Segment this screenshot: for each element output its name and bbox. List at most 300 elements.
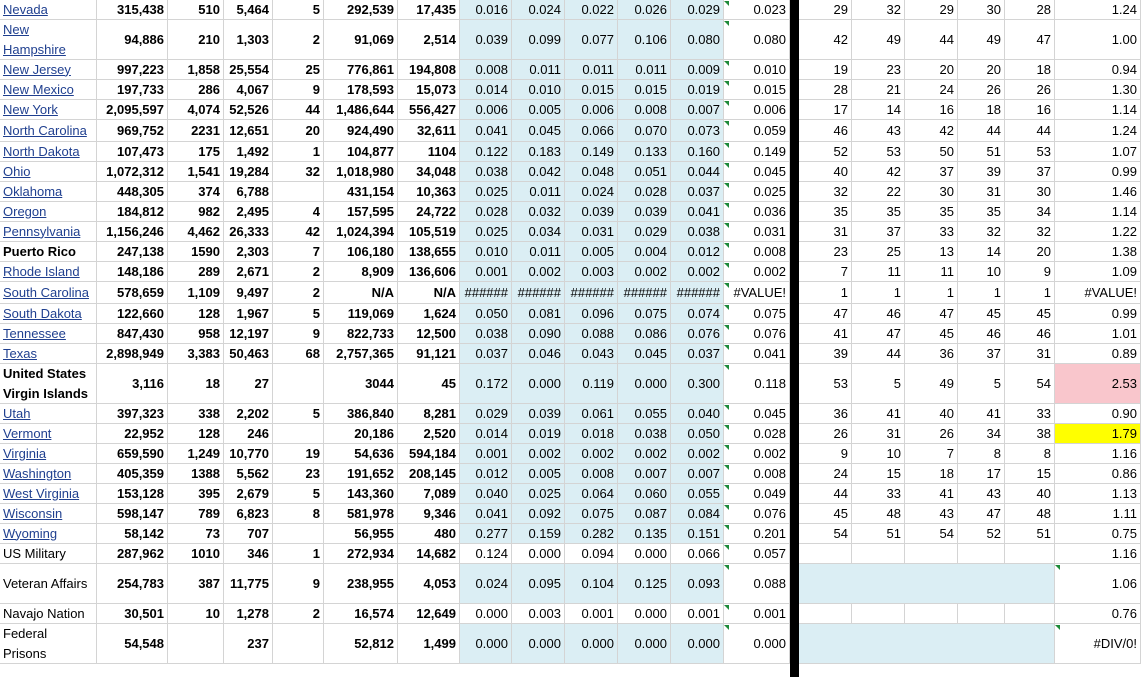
table-cell[interactable]: 29 bbox=[905, 0, 958, 19]
table-cell[interactable]: 0.008 bbox=[460, 60, 512, 79]
table-cell[interactable]: 22 bbox=[852, 182, 905, 201]
table-cell[interactable]: 431,154 bbox=[324, 182, 398, 201]
table-cell[interactable]: 10 bbox=[168, 604, 224, 623]
table-cell[interactable]: 0.003 bbox=[565, 262, 618, 281]
table-cell[interactable]: 0.036 bbox=[724, 202, 790, 221]
table-cell[interactable]: 1,278 bbox=[224, 604, 273, 623]
table-cell[interactable]: 44 bbox=[905, 20, 958, 59]
table-cell[interactable]: 23 bbox=[273, 464, 324, 483]
table-cell[interactable] bbox=[273, 524, 324, 543]
table-cell[interactable]: N/A bbox=[398, 282, 460, 303]
table-cell[interactable]: 0.282 bbox=[565, 524, 618, 543]
table-cell[interactable]: 0.151 bbox=[671, 524, 724, 543]
table-cell[interactable]: 2,898,949 bbox=[97, 344, 168, 363]
table-cell[interactable]: 1.13 bbox=[1055, 484, 1141, 503]
table-cell[interactable]: 7,089 bbox=[398, 484, 460, 503]
table-cell[interactable]: 1104 bbox=[398, 142, 460, 161]
table-cell[interactable]: 0.029 bbox=[671, 0, 724, 19]
table-cell[interactable] bbox=[273, 364, 324, 403]
table-cell[interactable]: 0.125 bbox=[618, 564, 671, 603]
table-cell[interactable]: 0.019 bbox=[512, 424, 565, 443]
table-cell[interactable]: 0.094 bbox=[565, 544, 618, 563]
table-cell[interactable]: 37 bbox=[958, 344, 1005, 363]
table-cell[interactable]: 405,359 bbox=[97, 464, 168, 483]
table-cell[interactable]: 36 bbox=[905, 344, 958, 363]
table-cell[interactable]: 18 bbox=[958, 100, 1005, 119]
table-cell[interactable]: 138,655 bbox=[398, 242, 460, 261]
table-cell[interactable]: 48 bbox=[1005, 504, 1055, 523]
table-cell[interactable]: 53 bbox=[799, 364, 852, 403]
table-cell[interactable]: 28 bbox=[799, 80, 852, 99]
table-cell[interactable]: 8,281 bbox=[398, 404, 460, 423]
table-cell[interactable]: 958 bbox=[168, 324, 224, 343]
table-cell[interactable]: 2,514 bbox=[398, 20, 460, 59]
table-cell[interactable]: 31 bbox=[852, 424, 905, 443]
table-cell[interactable]: 49 bbox=[905, 364, 958, 403]
table-cell[interactable]: 1 bbox=[273, 544, 324, 563]
table-cell[interactable]: 35 bbox=[852, 202, 905, 221]
table-cell[interactable]: 45 bbox=[905, 324, 958, 343]
table-cell[interactable]: 41 bbox=[958, 404, 1005, 423]
table-cell[interactable]: 0.076 bbox=[671, 324, 724, 343]
table-cell[interactable]: 4 bbox=[273, 202, 324, 221]
jurisdiction-link[interactable]: Rhode Island bbox=[0, 262, 97, 281]
table-cell[interactable]: 789 bbox=[168, 504, 224, 523]
table-cell[interactable]: 0.093 bbox=[671, 564, 724, 603]
table-cell[interactable]: 0.099 bbox=[512, 20, 565, 59]
table-cell[interactable]: 0.050 bbox=[671, 424, 724, 443]
table-cell[interactable]: 46 bbox=[799, 120, 852, 141]
table-cell[interactable]: 0.024 bbox=[460, 564, 512, 603]
table-cell[interactable]: 30 bbox=[905, 182, 958, 201]
table-cell[interactable]: 128 bbox=[168, 304, 224, 323]
jurisdiction-link[interactable]: Ohio bbox=[0, 162, 97, 181]
table-cell[interactable]: 94,886 bbox=[97, 20, 168, 59]
table-cell[interactable]: 27 bbox=[224, 364, 273, 403]
table-cell[interactable]: 0.086 bbox=[618, 324, 671, 343]
table-cell[interactable]: 0.034 bbox=[512, 222, 565, 241]
table-cell[interactable]: 0.000 bbox=[512, 364, 565, 403]
table-cell[interactable]: 136,606 bbox=[398, 262, 460, 281]
table-cell[interactable]: 175 bbox=[168, 142, 224, 161]
table-cell[interactable]: 0.002 bbox=[565, 444, 618, 463]
table-cell[interactable]: 56,955 bbox=[324, 524, 398, 543]
table-cell[interactable] bbox=[273, 424, 324, 443]
table-cell[interactable]: 7 bbox=[905, 444, 958, 463]
table-cell[interactable]: 1 bbox=[852, 282, 905, 303]
table-cell[interactable]: 30 bbox=[958, 0, 1005, 19]
table-cell[interactable]: 18 bbox=[905, 464, 958, 483]
table-cell[interactable]: 31 bbox=[799, 222, 852, 241]
table-cell[interactable]: 208,145 bbox=[398, 464, 460, 483]
table-cell[interactable] bbox=[852, 544, 905, 563]
table-cell[interactable]: 289 bbox=[168, 262, 224, 281]
table-cell[interactable]: 338 bbox=[168, 404, 224, 423]
table-cell[interactable]: #VALUE! bbox=[724, 282, 790, 303]
table-cell[interactable]: 1388 bbox=[168, 464, 224, 483]
table-cell[interactable]: 20 bbox=[273, 120, 324, 141]
table-cell[interactable]: 20 bbox=[1005, 242, 1055, 261]
table-cell[interactable]: 0.051 bbox=[618, 162, 671, 181]
table-cell[interactable]: 35 bbox=[905, 202, 958, 221]
table-cell[interactable]: 0.149 bbox=[565, 142, 618, 161]
table-cell[interactable]: 2,671 bbox=[224, 262, 273, 281]
jurisdiction-link[interactable]: North Dakota bbox=[0, 142, 97, 161]
table-cell[interactable]: #DIV/0! bbox=[1055, 624, 1141, 663]
table-cell[interactable]: 0.073 bbox=[671, 120, 724, 141]
table-cell[interactable]: 0.037 bbox=[671, 182, 724, 201]
table-cell[interactable]: 0.018 bbox=[565, 424, 618, 443]
table-cell[interactable]: 1,303 bbox=[224, 20, 273, 59]
table-cell[interactable]: 2,520 bbox=[398, 424, 460, 443]
table-cell[interactable]: 0.002 bbox=[512, 444, 565, 463]
table-cell[interactable]: 2,757,365 bbox=[324, 344, 398, 363]
table-cell[interactable]: 0.149 bbox=[724, 142, 790, 161]
table-cell[interactable]: 119,069 bbox=[324, 304, 398, 323]
table-cell[interactable] bbox=[958, 604, 1005, 623]
table-cell[interactable]: 0.090 bbox=[512, 324, 565, 343]
table-cell[interactable]: 10,363 bbox=[398, 182, 460, 201]
table-cell[interactable]: 1.01 bbox=[1055, 324, 1141, 343]
table-cell[interactable]: 0.012 bbox=[671, 242, 724, 261]
table-cell[interactable]: 2,679 bbox=[224, 484, 273, 503]
table-cell[interactable]: 776,861 bbox=[324, 60, 398, 79]
table-cell[interactable]: 0.000 bbox=[512, 544, 565, 563]
table-cell[interactable]: 0.064 bbox=[565, 484, 618, 503]
table-cell[interactable]: 0.025 bbox=[460, 222, 512, 241]
table-cell[interactable]: 19,284 bbox=[224, 162, 273, 181]
table-cell[interactable] bbox=[958, 544, 1005, 563]
table-cell[interactable]: 10,770 bbox=[224, 444, 273, 463]
jurisdiction-link[interactable]: Washington bbox=[0, 464, 97, 483]
table-cell[interactable]: 45 bbox=[1005, 304, 1055, 323]
table-cell[interactable]: 9,497 bbox=[224, 282, 273, 303]
table-cell[interactable]: 1,541 bbox=[168, 162, 224, 181]
table-cell[interactable]: 1.30 bbox=[1055, 80, 1141, 99]
table-cell[interactable]: 0.007 bbox=[671, 100, 724, 119]
table-cell[interactable]: 0.024 bbox=[512, 0, 565, 19]
table-cell[interactable]: 34 bbox=[958, 424, 1005, 443]
table-cell[interactable]: 178,593 bbox=[324, 80, 398, 99]
table-cell[interactable]: 0.031 bbox=[565, 222, 618, 241]
table-cell[interactable]: 11 bbox=[905, 262, 958, 281]
table-cell[interactable]: 0.022 bbox=[565, 0, 618, 19]
table-cell[interactable]: 374 bbox=[168, 182, 224, 201]
table-cell[interactable]: 2 bbox=[273, 604, 324, 623]
table-cell[interactable]: 0.011 bbox=[512, 182, 565, 201]
table-cell[interactable]: 35 bbox=[958, 202, 1005, 221]
table-cell[interactable]: 14 bbox=[852, 100, 905, 119]
table-cell[interactable]: 0.077 bbox=[565, 20, 618, 59]
table-cell[interactable]: 581,978 bbox=[324, 504, 398, 523]
table-cell[interactable]: 0.028 bbox=[618, 182, 671, 201]
table-cell[interactable]: 0.002 bbox=[618, 262, 671, 281]
table-cell[interactable]: 148,186 bbox=[97, 262, 168, 281]
table-cell[interactable]: 44 bbox=[852, 344, 905, 363]
table-cell[interactable]: 38 bbox=[1005, 424, 1055, 443]
jurisdiction-link[interactable]: Pennsylvania bbox=[0, 222, 97, 241]
table-cell[interactable]: 104,877 bbox=[324, 142, 398, 161]
table-cell[interactable]: 53 bbox=[852, 142, 905, 161]
table-cell[interactable]: 0.135 bbox=[618, 524, 671, 543]
table-cell[interactable]: 1.22 bbox=[1055, 222, 1141, 241]
table-cell[interactable]: 0.023 bbox=[724, 0, 790, 19]
table-cell[interactable]: 1,018,980 bbox=[324, 162, 398, 181]
table-cell[interactable]: 397,323 bbox=[97, 404, 168, 423]
table-cell[interactable]: 2,202 bbox=[224, 404, 273, 423]
jurisdiction-link[interactable]: North Carolina bbox=[0, 120, 97, 141]
table-cell[interactable]: 598,147 bbox=[97, 504, 168, 523]
table-cell[interactable]: 191,652 bbox=[324, 464, 398, 483]
table-cell[interactable]: 0.300 bbox=[671, 364, 724, 403]
table-cell[interactable]: 0.080 bbox=[671, 20, 724, 59]
table-cell[interactable]: 0.002 bbox=[671, 262, 724, 281]
table-cell[interactable]: 0.001 bbox=[460, 444, 512, 463]
table-cell[interactable]: 0.183 bbox=[512, 142, 565, 161]
table-cell[interactable]: 39 bbox=[958, 162, 1005, 181]
table-cell[interactable] bbox=[168, 624, 224, 663]
table-cell[interactable]: 315,438 bbox=[97, 0, 168, 19]
table-cell[interactable]: 73 bbox=[168, 524, 224, 543]
jurisdiction-link[interactable]: Oregon bbox=[0, 202, 97, 221]
table-cell[interactable]: 0.009 bbox=[671, 60, 724, 79]
table-cell[interactable]: 1.38 bbox=[1055, 242, 1141, 261]
table-cell[interactable]: 0.057 bbox=[724, 544, 790, 563]
table-cell[interactable]: 510 bbox=[168, 0, 224, 19]
table-cell[interactable]: 1.14 bbox=[1055, 202, 1141, 221]
table-cell[interactable]: 1.16 bbox=[1055, 444, 1141, 463]
table-cell[interactable]: 0.055 bbox=[671, 484, 724, 503]
table-cell[interactable]: 0.000 bbox=[565, 624, 618, 663]
table-cell[interactable]: 26,333 bbox=[224, 222, 273, 241]
table-cell[interactable]: ###### bbox=[565, 282, 618, 303]
table-cell[interactable]: 18 bbox=[168, 364, 224, 403]
table-cell[interactable]: 292,539 bbox=[324, 0, 398, 19]
table-cell[interactable]: 0.015 bbox=[618, 80, 671, 99]
table-cell[interactable]: 0.011 bbox=[512, 60, 565, 79]
table-cell[interactable]: 20 bbox=[905, 60, 958, 79]
table-cell[interactable]: 0.002 bbox=[512, 262, 565, 281]
table-cell[interactable]: 0.032 bbox=[512, 202, 565, 221]
table-cell[interactable]: 33 bbox=[905, 222, 958, 241]
table-cell[interactable]: 1,109 bbox=[168, 282, 224, 303]
table-cell[interactable]: 0.041 bbox=[460, 120, 512, 141]
table-cell[interactable]: 0.99 bbox=[1055, 162, 1141, 181]
table-cell[interactable]: 346 bbox=[224, 544, 273, 563]
table-cell[interactable]: 12,651 bbox=[224, 120, 273, 141]
table-cell[interactable]: 184,812 bbox=[97, 202, 168, 221]
table-cell[interactable]: 5 bbox=[852, 364, 905, 403]
table-cell[interactable]: 0.038 bbox=[460, 324, 512, 343]
table-cell[interactable]: 46 bbox=[852, 304, 905, 323]
table-cell[interactable]: 45 bbox=[799, 504, 852, 523]
table-cell[interactable]: 1,624 bbox=[398, 304, 460, 323]
table-cell[interactable]: 0.059 bbox=[724, 120, 790, 141]
table-cell[interactable]: 47 bbox=[905, 304, 958, 323]
table-cell[interactable]: ###### bbox=[618, 282, 671, 303]
table-cell[interactable]: 50,463 bbox=[224, 344, 273, 363]
table-cell[interactable]: 0.039 bbox=[512, 404, 565, 423]
table-cell[interactable]: 1.16 bbox=[1055, 544, 1141, 563]
table-cell[interactable]: 0.104 bbox=[565, 564, 618, 603]
table-cell[interactable]: N/A bbox=[324, 282, 398, 303]
table-cell[interactable]: 0.89 bbox=[1055, 344, 1141, 363]
table-cell[interactable]: 26 bbox=[799, 424, 852, 443]
table-cell[interactable]: 17,435 bbox=[398, 0, 460, 19]
table-cell[interactable]: 8 bbox=[273, 504, 324, 523]
table-cell[interactable]: 47 bbox=[799, 304, 852, 323]
jurisdiction-link[interactable]: New Jersey bbox=[0, 60, 97, 79]
table-cell[interactable]: 0.011 bbox=[512, 242, 565, 261]
table-cell[interactable]: 0.066 bbox=[671, 544, 724, 563]
table-cell[interactable]: 0.000 bbox=[512, 624, 565, 663]
table-cell[interactable]: 32 bbox=[958, 222, 1005, 241]
table-cell[interactable]: 0.084 bbox=[671, 504, 724, 523]
table-cell[interactable]: 5 bbox=[273, 404, 324, 423]
table-cell[interactable]: 23 bbox=[799, 242, 852, 261]
jurisdiction-link[interactable]: Oklahoma bbox=[0, 182, 97, 201]
table-cell[interactable]: 32 bbox=[852, 0, 905, 19]
table-cell[interactable]: 5,464 bbox=[224, 0, 273, 19]
table-cell[interactable]: 0.081 bbox=[512, 304, 565, 323]
table-cell[interactable]: 42 bbox=[273, 222, 324, 241]
table-cell[interactable]: 0.046 bbox=[512, 344, 565, 363]
table-cell[interactable]: 0.002 bbox=[724, 262, 790, 281]
table-cell[interactable]: 286 bbox=[168, 80, 224, 99]
table-cell[interactable]: 31 bbox=[1005, 344, 1055, 363]
table-cell[interactable]: 0.096 bbox=[565, 304, 618, 323]
table-cell[interactable]: 0.000 bbox=[671, 624, 724, 663]
table-cell[interactable]: 0.001 bbox=[565, 604, 618, 623]
table-cell[interactable]: 32 bbox=[799, 182, 852, 201]
table-cell[interactable]: 105,519 bbox=[398, 222, 460, 241]
table-cell[interactable]: 40 bbox=[799, 162, 852, 181]
table-cell[interactable]: 0.041 bbox=[724, 344, 790, 363]
table-cell[interactable]: 12,649 bbox=[398, 604, 460, 623]
table-cell[interactable]: 4,067 bbox=[224, 80, 273, 99]
table-cell[interactable]: 0.014 bbox=[460, 80, 512, 99]
table-cell[interactable]: 44 bbox=[958, 120, 1005, 141]
table-cell[interactable]: 8 bbox=[958, 444, 1005, 463]
table-cell[interactable]: 0.088 bbox=[724, 564, 790, 603]
table-cell[interactable]: 12,197 bbox=[224, 324, 273, 343]
table-cell[interactable]: 0.201 bbox=[724, 524, 790, 543]
table-cell[interactable]: 0.133 bbox=[618, 142, 671, 161]
table-cell[interactable]: 6,788 bbox=[224, 182, 273, 201]
table-cell[interactable]: 24 bbox=[905, 80, 958, 99]
table-cell[interactable]: 0.025 bbox=[460, 182, 512, 201]
table-cell[interactable]: 11,775 bbox=[224, 564, 273, 603]
table-cell[interactable]: 0.049 bbox=[724, 484, 790, 503]
table-cell[interactable]: 5 bbox=[273, 484, 324, 503]
table-cell[interactable]: 4,053 bbox=[398, 564, 460, 603]
table-cell[interactable]: 1 bbox=[273, 142, 324, 161]
table-cell[interactable]: 1 bbox=[1005, 282, 1055, 303]
table-cell[interactable]: 0.000 bbox=[618, 544, 671, 563]
table-cell[interactable]: 0.092 bbox=[512, 504, 565, 523]
table-cell[interactable]: 44 bbox=[1005, 120, 1055, 141]
table-cell[interactable]: 0.088 bbox=[565, 324, 618, 343]
table-cell[interactable]: 51 bbox=[1005, 524, 1055, 543]
table-cell[interactable]: 0.86 bbox=[1055, 464, 1141, 483]
table-cell[interactable]: 0.006 bbox=[565, 100, 618, 119]
table-cell[interactable]: 238,955 bbox=[324, 564, 398, 603]
table-cell[interactable]: 68 bbox=[273, 344, 324, 363]
table-cell[interactable]: 0.038 bbox=[618, 424, 671, 443]
table-cell[interactable]: 49 bbox=[852, 20, 905, 59]
table-cell[interactable]: 19 bbox=[799, 60, 852, 79]
table-cell[interactable]: 10 bbox=[958, 262, 1005, 281]
table-cell[interactable]: 30,501 bbox=[97, 604, 168, 623]
jurisdiction-link[interactable]: West Virginia bbox=[0, 484, 97, 503]
table-cell[interactable]: 1,024,394 bbox=[324, 222, 398, 241]
table-cell[interactable]: 157,595 bbox=[324, 202, 398, 221]
table-cell[interactable]: 9,346 bbox=[398, 504, 460, 523]
table-cell[interactable]: 0.010 bbox=[512, 80, 565, 99]
table-cell[interactable]: 0.066 bbox=[565, 120, 618, 141]
table-cell[interactable]: 0.014 bbox=[460, 424, 512, 443]
table-cell[interactable]: 14,682 bbox=[398, 544, 460, 563]
table-cell[interactable]: 16,574 bbox=[324, 604, 398, 623]
table-cell[interactable]: 36 bbox=[799, 404, 852, 423]
table-cell[interactable]: 44 bbox=[273, 100, 324, 119]
table-cell[interactable]: 51 bbox=[852, 524, 905, 543]
table-cell[interactable]: 6,823 bbox=[224, 504, 273, 523]
table-cell[interactable]: 707 bbox=[224, 524, 273, 543]
table-cell[interactable]: 16 bbox=[905, 100, 958, 119]
table-cell[interactable]: 1.09 bbox=[1055, 262, 1141, 281]
table-cell[interactable]: 35 bbox=[799, 202, 852, 221]
table-cell[interactable]: 34,048 bbox=[398, 162, 460, 181]
table-cell[interactable]: 0.99 bbox=[1055, 304, 1141, 323]
table-cell[interactable]: 982 bbox=[168, 202, 224, 221]
table-cell[interactable]: 448,305 bbox=[97, 182, 168, 201]
table-cell[interactable]: 0.277 bbox=[460, 524, 512, 543]
table-cell[interactable]: 54,636 bbox=[324, 444, 398, 463]
table-cell[interactable]: 5 bbox=[958, 364, 1005, 403]
table-cell[interactable]: 247,138 bbox=[97, 242, 168, 261]
table-cell[interactable]: 19 bbox=[273, 444, 324, 463]
table-cell[interactable]: 3044 bbox=[324, 364, 398, 403]
table-cell[interactable]: 0.043 bbox=[565, 344, 618, 363]
table-cell[interactable]: 0.001 bbox=[671, 604, 724, 623]
jurisdiction-link[interactable]: Virginia bbox=[0, 444, 97, 463]
table-cell[interactable]: 1,249 bbox=[168, 444, 224, 463]
table-cell[interactable]: 54 bbox=[1005, 364, 1055, 403]
table-cell[interactable]: 0.029 bbox=[618, 222, 671, 241]
table-cell[interactable]: 46 bbox=[1005, 324, 1055, 343]
table-cell[interactable] bbox=[905, 544, 958, 563]
table-cell[interactable]: 24 bbox=[799, 464, 852, 483]
table-cell[interactable]: 1010 bbox=[168, 544, 224, 563]
table-cell[interactable]: 0.000 bbox=[460, 604, 512, 623]
table-cell[interactable]: 0.008 bbox=[724, 242, 790, 261]
table-cell[interactable]: 0.045 bbox=[724, 404, 790, 423]
table-cell[interactable]: 0.005 bbox=[565, 242, 618, 261]
table-cell[interactable]: 42 bbox=[905, 120, 958, 141]
table-cell[interactable]: 0.042 bbox=[512, 162, 565, 181]
table-cell[interactable]: 0.008 bbox=[724, 464, 790, 483]
table-cell[interactable]: 1.11 bbox=[1055, 504, 1141, 523]
table-cell[interactable]: 30 bbox=[1005, 182, 1055, 201]
table-cell[interactable]: 0.015 bbox=[724, 80, 790, 99]
table-cell[interactable]: 0.001 bbox=[460, 262, 512, 281]
table-cell[interactable]: 143,360 bbox=[324, 484, 398, 503]
table-cell[interactable]: 40 bbox=[1005, 484, 1055, 503]
table-cell[interactable]: 0.160 bbox=[671, 142, 724, 161]
table-cell[interactable]: 91,069 bbox=[324, 20, 398, 59]
table-cell[interactable]: 0.025 bbox=[512, 484, 565, 503]
